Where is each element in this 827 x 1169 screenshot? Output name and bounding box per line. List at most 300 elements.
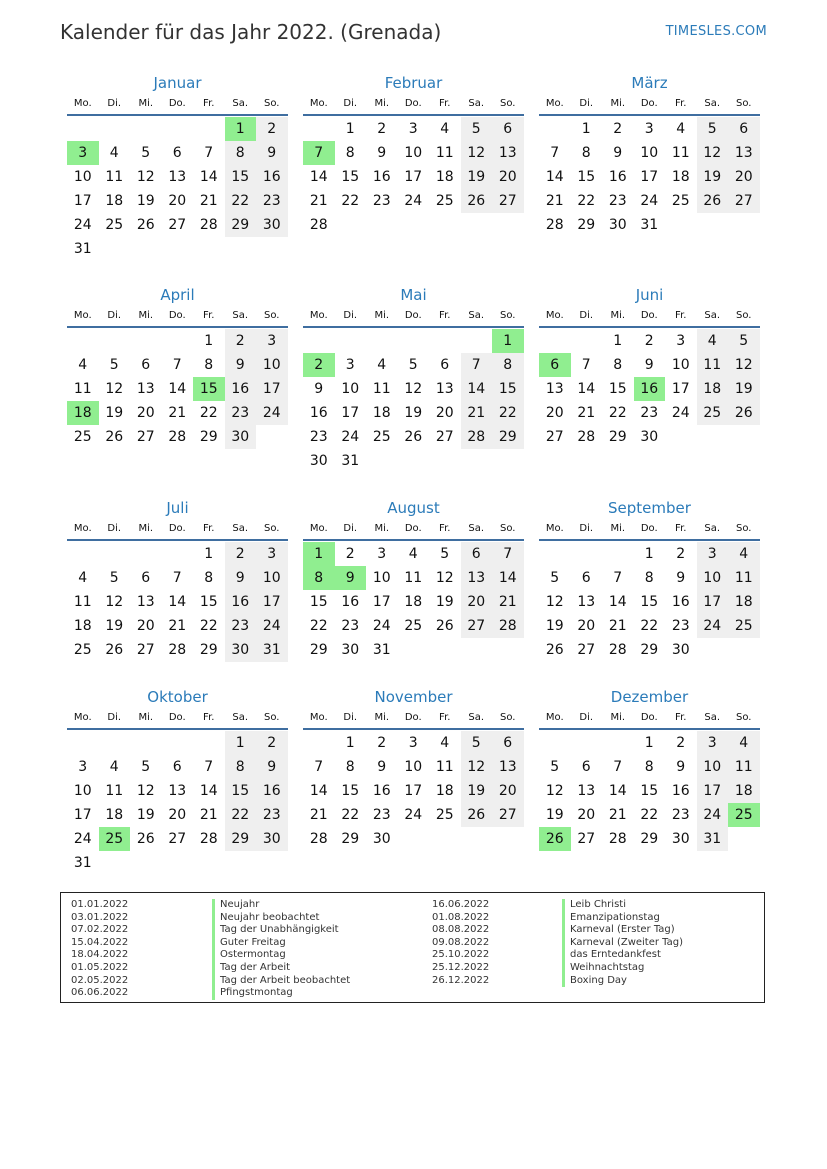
day-cell: 25 — [105, 217, 124, 233]
day-cell: 1 — [613, 333, 623, 349]
legend-holiday-name: Karneval (Erster Tag) — [562, 924, 683, 937]
legend-dates-right — [432, 899, 489, 987]
day-cell: 10 — [404, 145, 423, 161]
day-cell: 25 — [372, 429, 391, 445]
day-cell: 29 — [199, 429, 218, 445]
day-cell: 4 — [109, 759, 119, 775]
day-cell: 22 — [640, 618, 659, 634]
day-cell: 28 — [168, 429, 187, 445]
day-cell: 6 — [581, 759, 591, 775]
weekday-label: Mi. — [610, 523, 626, 534]
day-cell: 18 — [728, 779, 760, 803]
day-cell: 28 — [309, 831, 328, 847]
legend-names-left — [212, 899, 350, 1000]
day-cell: 1 — [644, 546, 654, 562]
day-cell: 5 — [141, 759, 151, 775]
legend-holiday-name: Boxing Day — [562, 975, 683, 988]
legend-holiday-name: Guter Freitag — [212, 937, 350, 950]
legend-holiday-name: Tag der Arbeit — [212, 962, 350, 975]
day-cell: 7 — [172, 357, 182, 373]
day-cell: 8 — [204, 357, 214, 373]
holiday-day-cell: 3 — [67, 141, 99, 165]
day-cell: 6 — [581, 570, 591, 586]
day-cell: 8 — [225, 755, 257, 779]
weekday-label: Mo. — [309, 523, 328, 534]
day-cell: 1 — [225, 731, 257, 755]
day-cell: 31 — [697, 827, 729, 851]
weekday-label: Mo. — [309, 98, 328, 109]
legend-holiday-name: Neujahr beobachtet — [212, 912, 350, 925]
weekday-label: Mo. — [309, 310, 328, 321]
legend-date: 26.12.2022 — [432, 974, 490, 986]
weekday-label: Mo. — [73, 310, 92, 321]
legend-date: 25.10.2022 — [432, 949, 490, 961]
day-cell: 23 — [640, 405, 659, 421]
day-cell: 14 — [309, 783, 328, 799]
day-cell: 25 — [435, 807, 454, 823]
day-cell: 3 — [697, 542, 729, 566]
day-cell: 24 — [404, 807, 423, 823]
day-cell: 19 — [697, 165, 729, 189]
weekday-label: So. — [500, 523, 516, 534]
weekday-label: So. — [736, 98, 752, 109]
day-cell: 17 — [671, 381, 690, 397]
weekday-label: Mo. — [73, 712, 92, 723]
day-cell: 23 — [608, 193, 627, 209]
day-cell: 28 — [492, 614, 524, 638]
day-cell: 11 — [671, 145, 690, 161]
day-cell: 8 — [644, 759, 654, 775]
holiday-day-cell: 1 — [492, 329, 524, 353]
weekday-label: So. — [264, 712, 280, 723]
day-cell: 25 — [671, 193, 690, 209]
day-cell: 25 — [404, 618, 423, 634]
legend-date: 08.08.2022 — [432, 924, 490, 936]
day-cell: 22 — [225, 803, 257, 827]
day-cell: 13 — [136, 381, 155, 397]
day-cell: 3 — [697, 731, 729, 755]
day-cell: 31 — [73, 241, 92, 257]
day-cell: 30 — [225, 638, 257, 662]
day-cell: 24 — [341, 429, 360, 445]
day-cell: 27 — [728, 189, 760, 213]
month-name: August — [387, 499, 440, 517]
day-cell: 10 — [73, 783, 92, 799]
holiday-day-cell: 26 — [539, 827, 571, 851]
day-cell: 21 — [168, 405, 187, 421]
day-cell: 14 — [577, 381, 596, 397]
day-cell: 16 — [225, 590, 257, 614]
day-cell: 4 — [377, 357, 387, 373]
day-cell: 31 — [256, 638, 288, 662]
day-cell: 23 — [372, 193, 391, 209]
weekday-header — [67, 712, 288, 724]
weekday-label: Sa. — [704, 310, 721, 321]
day-cell: 9 — [676, 570, 686, 586]
day-cell: 6 — [461, 542, 493, 566]
day-cell: 29 — [640, 642, 659, 658]
day-cell: 1 — [644, 735, 654, 751]
day-cell: 30 — [671, 642, 690, 658]
day-cell: 7 — [613, 759, 623, 775]
legend-names-right — [562, 899, 683, 987]
legend-holiday-name: Weihnachtstag — [562, 962, 683, 975]
day-cell: 27 — [492, 803, 524, 827]
day-cell: 21 — [545, 193, 564, 209]
day-cell: 22 — [199, 405, 218, 421]
day-cell: 12 — [545, 783, 564, 799]
day-cell: 10 — [341, 381, 360, 397]
day-cell: 23 — [372, 807, 391, 823]
day-cell: 29 — [492, 425, 524, 449]
weekday-label: So. — [736, 712, 752, 723]
day-cell: 16 — [341, 594, 360, 610]
day-cell: 3 — [676, 333, 686, 349]
day-cell: 21 — [309, 807, 328, 823]
day-cell: 16 — [608, 169, 627, 185]
weekday-label: Di. — [343, 310, 358, 321]
day-cell: 18 — [372, 405, 391, 421]
day-cell: 25 — [73, 642, 92, 658]
month-divider — [67, 326, 288, 328]
legend-date: 25.12.2022 — [432, 961, 490, 973]
weekday-label: Mi. — [138, 523, 154, 534]
weekday-label: Mo. — [545, 523, 564, 534]
weekday-label: So. — [264, 98, 280, 109]
day-cell: 28 — [199, 217, 218, 233]
day-cell: 27 — [435, 429, 454, 445]
holiday-day-cell: 25 — [99, 827, 131, 851]
day-cell: 17 — [256, 377, 288, 401]
day-cell: 13 — [492, 755, 524, 779]
day-cell: 9 — [613, 145, 623, 161]
day-cell: 4 — [697, 329, 729, 353]
day-cell: 30 — [225, 425, 257, 449]
weekday-label: Do. — [404, 310, 422, 321]
day-cell: 10 — [671, 357, 690, 373]
holiday-day-cell: 2 — [303, 353, 335, 377]
day-cell: 14 — [199, 783, 218, 799]
day-cell: 11 — [73, 381, 92, 397]
day-cell: 2 — [377, 121, 387, 137]
day-cell: 17 — [404, 783, 423, 799]
day-cell: 6 — [172, 759, 182, 775]
weekday-label: Sa. — [232, 310, 249, 321]
weekday-label: So. — [264, 523, 280, 534]
day-cell: 16 — [671, 594, 690, 610]
day-cell: 30 — [372, 831, 391, 847]
month-divider — [67, 114, 288, 116]
legend-date: 16.06.2022 — [432, 899, 490, 910]
month-name: April — [160, 286, 195, 304]
day-cell: 21 — [168, 618, 187, 634]
legend-holiday-name: Tag der Arbeit beobachtet — [212, 975, 350, 988]
day-cell: 15 — [225, 779, 257, 803]
day-cell: 13 — [168, 169, 187, 185]
weekday-label: Fr. — [675, 712, 687, 723]
day-cell: 29 — [199, 642, 218, 658]
weekday-label: Mo. — [545, 98, 564, 109]
day-cell: 20 — [461, 590, 493, 614]
legend-date: 07.02.2022 — [71, 924, 129, 936]
month-divider — [67, 728, 288, 730]
day-cell: 9 — [377, 759, 387, 775]
day-cell: 24 — [256, 614, 288, 638]
day-cell: 9 — [225, 353, 257, 377]
day-cell: 13 — [168, 783, 187, 799]
weekday-label: Sa. — [232, 523, 249, 534]
weekday-label: Fr. — [439, 712, 451, 723]
day-cell: 5 — [440, 546, 450, 562]
day-cell: 2 — [613, 121, 623, 137]
day-cell: 2 — [225, 542, 257, 566]
day-cell: 12 — [545, 594, 564, 610]
day-cell: 22 — [608, 405, 627, 421]
day-cell: 20 — [728, 165, 760, 189]
weekday-header — [539, 310, 760, 322]
day-cell: 4 — [728, 542, 760, 566]
weekday-label: Do. — [168, 523, 186, 534]
day-cell: 17 — [256, 590, 288, 614]
legend-date: 15.04.2022 — [71, 936, 129, 948]
day-cell: 13 — [545, 381, 564, 397]
day-cell: 10 — [697, 755, 729, 779]
weekday-label: Fr. — [675, 310, 687, 321]
weekday-label: Sa. — [704, 98, 721, 109]
day-cell: 9 — [644, 357, 654, 373]
month-divider — [539, 326, 760, 328]
weekday-label: Mo. — [73, 98, 92, 109]
day-cell: 11 — [372, 381, 391, 397]
day-cell: 28 — [168, 642, 187, 658]
day-cell: 23 — [671, 807, 690, 823]
day-cell: 3 — [377, 546, 387, 562]
day-cell: 31 — [341, 453, 360, 469]
day-cell: 19 — [404, 405, 423, 421]
day-cell: 26 — [105, 429, 124, 445]
weekday-label: So. — [500, 98, 516, 109]
day-cell: 12 — [435, 570, 454, 586]
weekday-label: So. — [736, 310, 752, 321]
legend-date: 03.01.2022 — [71, 911, 129, 923]
day-cell: 6 — [492, 731, 524, 755]
day-cell: 20 — [577, 618, 596, 634]
weekday-label: Fr. — [439, 310, 451, 321]
day-cell: 26 — [404, 429, 423, 445]
day-cell: 19 — [105, 405, 124, 421]
weekday-label: Mi. — [138, 98, 154, 109]
weekday-label: Di. — [107, 310, 122, 321]
month-divider — [303, 326, 524, 328]
day-cell: 17 — [73, 807, 92, 823]
day-cell: 12 — [136, 169, 155, 185]
day-cell: 19 — [461, 165, 493, 189]
day-cell: 15 — [199, 594, 218, 610]
day-cell: 16 — [372, 169, 391, 185]
weekday-label: Do. — [404, 712, 422, 723]
holiday-day-cell: 6 — [539, 353, 571, 377]
day-cell: 23 — [225, 614, 257, 638]
legend-dates-left — [71, 899, 128, 1000]
day-cell: 19 — [105, 618, 124, 634]
brand-link[interactable]: TIMESLES.COM — [665, 24, 767, 39]
day-cell: 22 — [225, 189, 257, 213]
day-cell: 18 — [697, 377, 729, 401]
day-cell: 26 — [461, 803, 493, 827]
weekday-header — [67, 310, 288, 322]
weekday-label: Do. — [404, 98, 422, 109]
day-cell: 5 — [697, 117, 729, 141]
weekday-label: Mi. — [138, 712, 154, 723]
day-cell: 31 — [372, 642, 391, 658]
legend-date: 02.05.2022 — [71, 974, 129, 986]
day-cell: 18 — [435, 169, 454, 185]
weekday-label: Mi. — [374, 310, 390, 321]
day-cell: 20 — [577, 807, 596, 823]
month-name: Mai — [400, 286, 427, 304]
day-cell: 31 — [73, 855, 92, 871]
weekday-header — [303, 310, 524, 322]
day-cell: 17 — [640, 169, 659, 185]
day-cell: 18 — [73, 618, 92, 634]
weekday-label: Di. — [107, 98, 122, 109]
day-cell: 1 — [581, 121, 591, 137]
day-cell: 5 — [461, 731, 493, 755]
day-cell: 29 — [309, 642, 328, 658]
day-cell: 2 — [345, 546, 355, 562]
legend-holiday-name: Leib Christi — [562, 899, 683, 912]
day-cell: 24 — [73, 217, 92, 233]
weekday-label: Do. — [640, 310, 658, 321]
day-cell: 10 — [73, 169, 92, 185]
day-cell: 21 — [461, 401, 493, 425]
day-cell: 24 — [697, 614, 729, 638]
day-cell: 16 — [256, 165, 288, 189]
day-cell: 12 — [461, 755, 493, 779]
weekday-label: Fr. — [203, 310, 215, 321]
weekday-label: Mo. — [545, 310, 564, 321]
weekday-label: Di. — [107, 523, 122, 534]
day-cell: 9 — [256, 141, 288, 165]
weekday-label: Di. — [579, 98, 594, 109]
day-cell: 17 — [341, 405, 360, 421]
day-cell: 18 — [105, 193, 124, 209]
day-cell: 24 — [256, 401, 288, 425]
day-cell: 29 — [608, 429, 627, 445]
day-cell: 23 — [256, 189, 288, 213]
weekday-header — [303, 712, 524, 724]
day-cell: 23 — [309, 429, 328, 445]
day-cell: 31 — [640, 217, 659, 233]
day-cell: 19 — [461, 779, 493, 803]
day-cell: 22 — [640, 807, 659, 823]
day-cell: 21 — [577, 405, 596, 421]
day-cell: 29 — [341, 831, 360, 847]
legend-holiday-name: Neujahr — [212, 899, 350, 912]
day-cell: 14 — [608, 594, 627, 610]
day-cell: 13 — [577, 783, 596, 799]
day-cell: 11 — [73, 594, 92, 610]
weekday-label: Di. — [107, 712, 122, 723]
weekday-label: So. — [500, 712, 516, 723]
day-cell: 5 — [550, 759, 560, 775]
day-cell: 15 — [225, 165, 257, 189]
day-cell: 11 — [728, 755, 760, 779]
day-cell: 19 — [136, 193, 155, 209]
day-cell: 8 — [581, 145, 591, 161]
day-cell: 12 — [136, 783, 155, 799]
day-cell: 30 — [608, 217, 627, 233]
day-cell: 24 — [697, 803, 729, 827]
day-cell: 4 — [78, 570, 88, 586]
day-cell: 24 — [372, 618, 391, 634]
day-cell: 26 — [435, 618, 454, 634]
day-cell: 8 — [644, 570, 654, 586]
day-cell: 15 — [492, 377, 524, 401]
day-cell: 28 — [461, 425, 493, 449]
weekday-label: Mo. — [309, 712, 328, 723]
weekday-label: Sa. — [232, 712, 249, 723]
day-cell: 13 — [461, 566, 493, 590]
day-cell: 13 — [728, 141, 760, 165]
day-cell: 18 — [404, 594, 423, 610]
day-cell: 15 — [640, 783, 659, 799]
day-cell: 2 — [644, 333, 654, 349]
day-cell: 15 — [608, 381, 627, 397]
day-cell: 27 — [136, 429, 155, 445]
day-cell: 17 — [697, 590, 729, 614]
day-cell: 10 — [697, 566, 729, 590]
weekday-label: Do. — [168, 310, 186, 321]
day-cell: 3 — [256, 542, 288, 566]
day-cell: 11 — [404, 570, 423, 586]
day-cell: 10 — [640, 145, 659, 161]
weekday-header — [67, 98, 288, 110]
day-cell: 13 — [136, 594, 155, 610]
day-cell: 20 — [492, 165, 524, 189]
day-cell: 14 — [545, 169, 564, 185]
day-cell: 3 — [256, 329, 288, 353]
day-cell: 10 — [404, 759, 423, 775]
day-cell: 22 — [341, 193, 360, 209]
day-cell: 20 — [435, 405, 454, 421]
day-cell: 19 — [136, 807, 155, 823]
month-name: Februar — [384, 74, 443, 92]
day-cell: 17 — [697, 779, 729, 803]
holiday-day-cell: 18 — [67, 401, 99, 425]
month-name: Juni — [635, 286, 664, 304]
day-cell: 2 — [256, 117, 288, 141]
day-cell: 18 — [435, 783, 454, 799]
day-cell: 11 — [697, 353, 729, 377]
day-cell: 7 — [550, 145, 560, 161]
month-name: Januar — [153, 74, 202, 92]
day-cell: 3 — [345, 357, 355, 373]
day-cell: 20 — [168, 193, 187, 209]
day-cell: 23 — [341, 618, 360, 634]
day-cell: 26 — [136, 217, 155, 233]
day-cell: 6 — [141, 570, 151, 586]
holiday-day-cell: 16 — [634, 377, 666, 401]
legend-holiday-name: Emanzipationstag — [562, 912, 683, 925]
weekday-label: So. — [264, 310, 280, 321]
day-cell: 6 — [492, 117, 524, 141]
legend-date: 01.01.2022 — [71, 899, 129, 910]
day-cell: 26 — [105, 642, 124, 658]
weekday-label: Fr. — [203, 98, 215, 109]
weekday-label: Do. — [640, 523, 658, 534]
day-cell: 15 — [341, 169, 360, 185]
